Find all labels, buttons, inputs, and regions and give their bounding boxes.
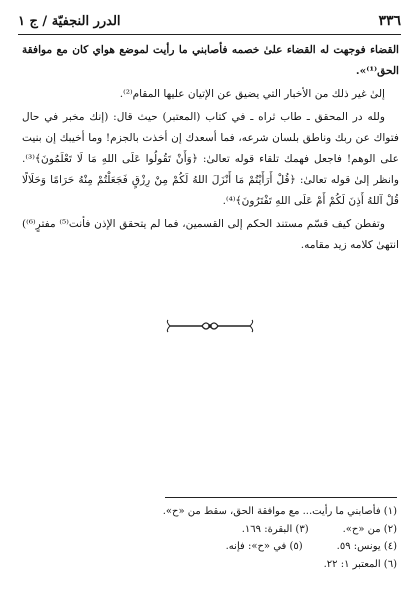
running-title: الدرر النجفيّة / ج ١: [18, 13, 121, 29]
main-text: [22, 40, 399, 258]
page-number: ٣٣٦: [378, 13, 401, 29]
footnote-6: (٦) المعتبر ١: ٢٢.: [323, 558, 397, 570]
page-header: [18, 10, 401, 32]
footnote-line: [120, 503, 397, 521]
paragraph-4: وتفطن كيف قسّم مستند الحكم إلى القسمين، فما لم يتحقق الإذن فأنت⁽⁵⁾ مفترٍ⁽⁶⁾) انتهىٰ كلامه زيد مقامه.: [22, 218, 399, 251]
paragraph-2: إلىٰ غير ذلك من الأخبار التي يضيق عن الإتيان عليها المقام⁽²⁾.: [119, 88, 385, 100]
footnote-4: (٤) يونس: ٥٩.: [336, 541, 397, 552]
footnote-line: [120, 556, 397, 574]
ornament-divider-icon: [164, 319, 256, 333]
footnote-5: (٥) في «ح»: فإنه.: [225, 541, 303, 552]
footnote-line: [120, 521, 397, 539]
footnote-line: [120, 538, 397, 556]
section-ornament: [0, 318, 419, 337]
header-divider: [18, 34, 401, 35]
footnote-1: (١) فأصابني ما رأيت... مع موافقة الحق، سقط من «ح».: [162, 506, 397, 517]
footnote-2: (٢) من «ح».: [342, 523, 397, 535]
footnote-divider: [165, 497, 397, 498]
footnotes: [120, 503, 397, 573]
paragraph-1: القضاء فوجهت له القضاء علىٰ خصمه فأصابني ما رأيت لموضع هواي كان مع موافقة الحق⁽¹⁾».: [22, 44, 399, 77]
footnote-3: (٣) البقرة: ١٦٩.: [241, 523, 309, 535]
paragraph-3: ولله در المحقق ـ طاب ثراه ـ في كتاب (المعتبر) حيث قال: (إنك مخبر في حال فتواك عن ربك وناطق بلسان شرعه، فما أسعدك إن أخذت بالجزم! وما أخيبك إن بنيت على الوهم! فاجعل فهمك تلقاء قوله تعالىٰ: ﴿وَأَنْ تَقُولُوا عَلَى اللهِ مَا لَا تَعْلَمُونَ﴾⁽³⁾. وانظر إلىٰ قوله تعالىٰ: ﴿قُلْ أَرَأَيْتُمْ مَا أَنْزَلَ اللهُ لَكُمْ مِنْ رِزْقٍ فَجَعَلْتُمْ مِنْهُ حَرَامًا وَحَلَالًا قُلْ آللهُ أَذِنَ لَكُمْ أَمْ عَلَى اللهِ تَفْتَرُونَ﴾⁽⁴⁾.: [22, 111, 399, 207]
